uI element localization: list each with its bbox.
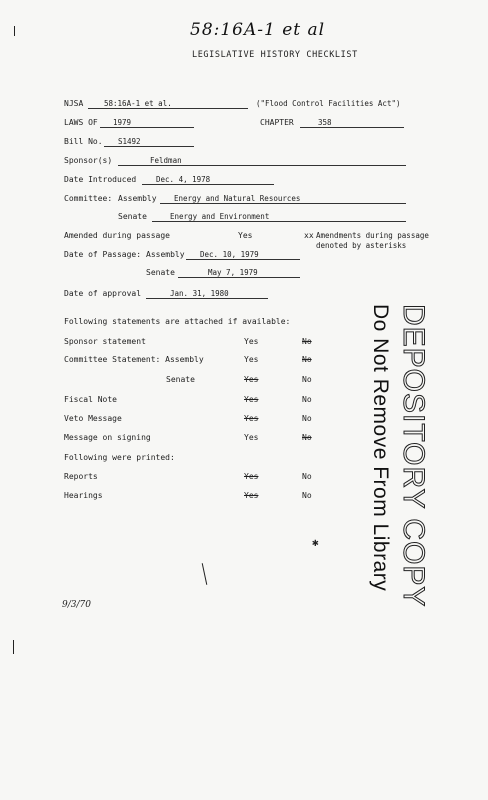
hearings-yes: Yes: [244, 491, 259, 500]
reports-yes: Yes: [244, 472, 259, 481]
hearings-label: Hearings: [64, 491, 103, 500]
chapter-value: 358: [318, 118, 332, 127]
amended-yes: Yes: [238, 231, 253, 240]
chapter-underline: [300, 127, 404, 128]
sponsor-statement-label: Sponsor statement: [64, 337, 146, 346]
stamp-line-do-not-remove: Do Not Remove From Library: [369, 304, 392, 592]
margin-tick-top: [14, 26, 15, 36]
sponsor-underline: [118, 165, 406, 166]
sponsor-label: Sponsor(s): [64, 156, 113, 165]
fiscal-note-no: No: [302, 395, 312, 404]
bill-underline: [104, 146, 194, 147]
committee-statement-yes: Yes: [244, 355, 259, 364]
amended-label: Amended during passage: [64, 231, 170, 240]
committee-assembly-underline: [160, 203, 406, 204]
pen-stroke-mark: [202, 563, 208, 585]
page-title: LEGISLATIVE HISTORY CHECKLIST: [192, 50, 358, 60]
committee-senate-value: Energy and Environment: [170, 212, 270, 221]
passage-senate-underline: [178, 277, 300, 278]
pen-asterisk-mark: ✱: [312, 536, 319, 549]
depository-stamp: [340, 300, 440, 608]
message-signing-yes: Yes: [244, 433, 259, 442]
passage-senate-value: May 7, 1979: [208, 268, 258, 277]
printed-heading: Following were printed:: [64, 453, 175, 462]
stamp-line-depository: DEPOSITORY COPY: [397, 304, 430, 608]
handwritten-date-note: 9/3/70: [62, 600, 91, 610]
amendments-note-line2: denoted by asterisks: [316, 241, 407, 250]
committee-statement-no: No: [302, 355, 312, 364]
njsa-label: NJSA: [64, 99, 84, 108]
statements-heading: Following statements are attached if available:: [64, 317, 291, 326]
committee-senate-label: Senate: [118, 212, 147, 221]
veto-message-yes: Yes: [244, 414, 259, 423]
passage-assembly-value: Dec. 10, 1979: [200, 250, 259, 259]
fiscal-note-yes: Yes: [244, 395, 259, 404]
laws-of-underline: [100, 127, 194, 128]
senate-statement-label: Senate: [166, 375, 195, 384]
sponsor-statement-no: No: [302, 337, 312, 346]
senate-statement-yes: Yes: [244, 375, 259, 384]
laws-of-value: 1979: [113, 118, 132, 127]
passage-label: Date of Passage:: [64, 250, 142, 259]
senate-statement-no: No: [302, 375, 312, 384]
passage-assembly-label: Assembly: [146, 250, 185, 259]
message-signing-label: Message on signing: [64, 433, 151, 442]
njsa-value: 58:16A-1 et al.: [104, 99, 172, 108]
approval-underline: [146, 298, 268, 299]
message-signing-no: No: [302, 433, 312, 442]
reports-label: Reports: [64, 472, 98, 481]
sponsor-statement-yes: Yes: [244, 337, 259, 346]
reports-no: No: [302, 472, 312, 481]
committee-assembly-value: Energy and Natural Resources: [174, 194, 301, 203]
hearings-no: No: [302, 491, 312, 500]
passage-assembly-underline: [186, 259, 300, 260]
approval-value: Jan. 31, 1980: [170, 289, 229, 298]
bill-value: S1492: [118, 137, 141, 146]
veto-message-label: Veto Message: [64, 414, 122, 423]
passage-senate-label: Senate: [146, 268, 175, 277]
amendments-note-line1: Amendments during passage: [316, 231, 429, 240]
date-introduced-value: Dec. 4, 1978: [156, 175, 211, 184]
bill-label: Bill No.: [64, 137, 103, 146]
committee-senate-underline: [152, 221, 406, 222]
act-name: ("Flood Control Facilities Act"): [256, 99, 401, 108]
veto-message-no: No: [302, 414, 312, 423]
date-introduced-label: Date Introduced: [64, 175, 137, 184]
amended-mark: xx: [304, 231, 314, 240]
sponsor-value: Feldman: [150, 156, 182, 165]
laws-of-label: LAWS OF: [64, 118, 98, 127]
date-introduced-underline: [142, 184, 274, 185]
margin-tick-mark: [13, 640, 14, 654]
njsa-underline: [88, 108, 248, 109]
approval-label: Date of approval: [64, 289, 142, 298]
handwritten-title: 58:16A-1 et al: [190, 20, 326, 40]
committee-assembly-label: Assembly: [118, 194, 157, 203]
fiscal-note-label: Fiscal Note: [64, 395, 117, 404]
committee-label: Committee:: [64, 194, 113, 203]
chapter-label: CHAPTER: [260, 118, 294, 127]
committee-statement-label: Committee Statement: Assembly: [64, 355, 204, 364]
